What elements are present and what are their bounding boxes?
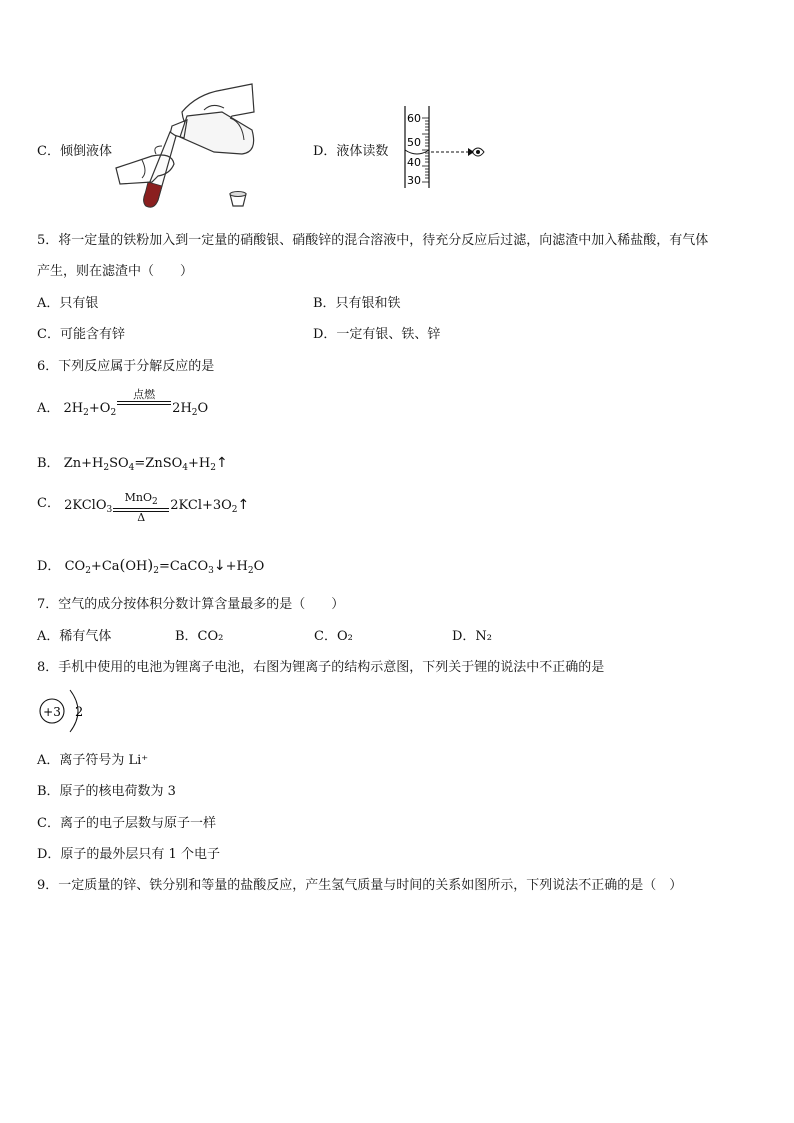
q7-stem: 7．空气的成分按体积分数计算含量最多的是（ ）	[37, 597, 345, 612]
q5-option-d: D．一定有银、铁、锌	[313, 327, 441, 342]
tick-60: 60	[407, 112, 421, 125]
q8-option-d: D．原子的最外层只有 1 个电子	[37, 847, 220, 862]
ignite-condition: 点燃	[133, 388, 156, 401]
catalyst: MnO	[124, 491, 153, 504]
q4-option-c: C．倾倒液体	[37, 144, 112, 159]
q6-option-c: C． 2KClO$_3$ MnO$_2$ Δ $2KCl+3O_2↑$	[37, 491, 250, 524]
q7-option-a: A．稀有气体	[37, 629, 112, 644]
q8-option-b: B．原子的核电荷数为 3	[37, 784, 176, 799]
q7-option-c: C．O₂	[314, 629, 353, 644]
q6-option-a: A． $2H_2+O_2$ 点燃 $2H_2O$	[37, 388, 209, 418]
nucleus-charge: +3	[43, 705, 61, 719]
q8-option-c: C．离子的电子层数与原子一样	[37, 816, 216, 831]
q5-stem-line2: 产生，则在滤渣中（ ）	[37, 264, 194, 279]
q5-stem-line1: 5．将一定量的铁粉加入到一定量的硝酸银、硝酸锌的混合溶液中，待充分反应后过滤，向滤渣中加入稀盐酸，有气体	[37, 233, 709, 248]
q6-option-b: B． $Zn+H_2SO_4=ZnSO_4+H_2↑$	[37, 455, 228, 473]
q9-stem: 9．一定质量的锌、铁分别和等量的盐酸反应，产生氢气质量与时间的关系如图所示，下列说法不正确的是（ ）	[37, 878, 683, 893]
eye-icon	[476, 150, 480, 154]
graduated-cylinder-reading	[400, 104, 490, 190]
heat-condition: Δ	[137, 511, 146, 524]
q6-label-c: C．	[37, 496, 60, 511]
q5-option-c: C．可能含有锌	[37, 327, 125, 342]
tick-30: 30	[407, 174, 421, 187]
q8-stem: 8．手机中使用的电池为锂离子电池，右图为锂离子的结构示意图，下列关于锂的说法中不正确的是	[37, 660, 605, 675]
q6-stem: 6．下列反应属于分解反应的是	[37, 359, 215, 374]
q7-option-b: B．CO₂	[175, 629, 224, 644]
shell-electrons: 2	[75, 705, 84, 720]
q6-label-a: A．	[37, 401, 60, 416]
tick-50: 50	[407, 136, 421, 149]
q6-label-b: B．	[37, 456, 60, 471]
q5-option-b: B．只有银和铁	[313, 296, 401, 311]
q7-option-d: D．N₂	[452, 629, 493, 644]
catalyst-sub: 2	[152, 497, 158, 507]
pour-liquid-illustration	[112, 82, 262, 217]
q5-option-a: A．只有银	[37, 296, 99, 311]
q8-option-a: A．离子符号为 Li⁺	[37, 753, 149, 768]
q6-option-d: D． $CO_2+Ca(OH)_2=CaCO_3↓+H_2O$	[37, 556, 265, 576]
q6-label-d: D．	[37, 559, 61, 574]
tick-40: 40	[407, 156, 421, 169]
lithium-ion-structure-diagram	[36, 688, 96, 736]
q4-option-d: D．液体读数	[313, 144, 389, 159]
